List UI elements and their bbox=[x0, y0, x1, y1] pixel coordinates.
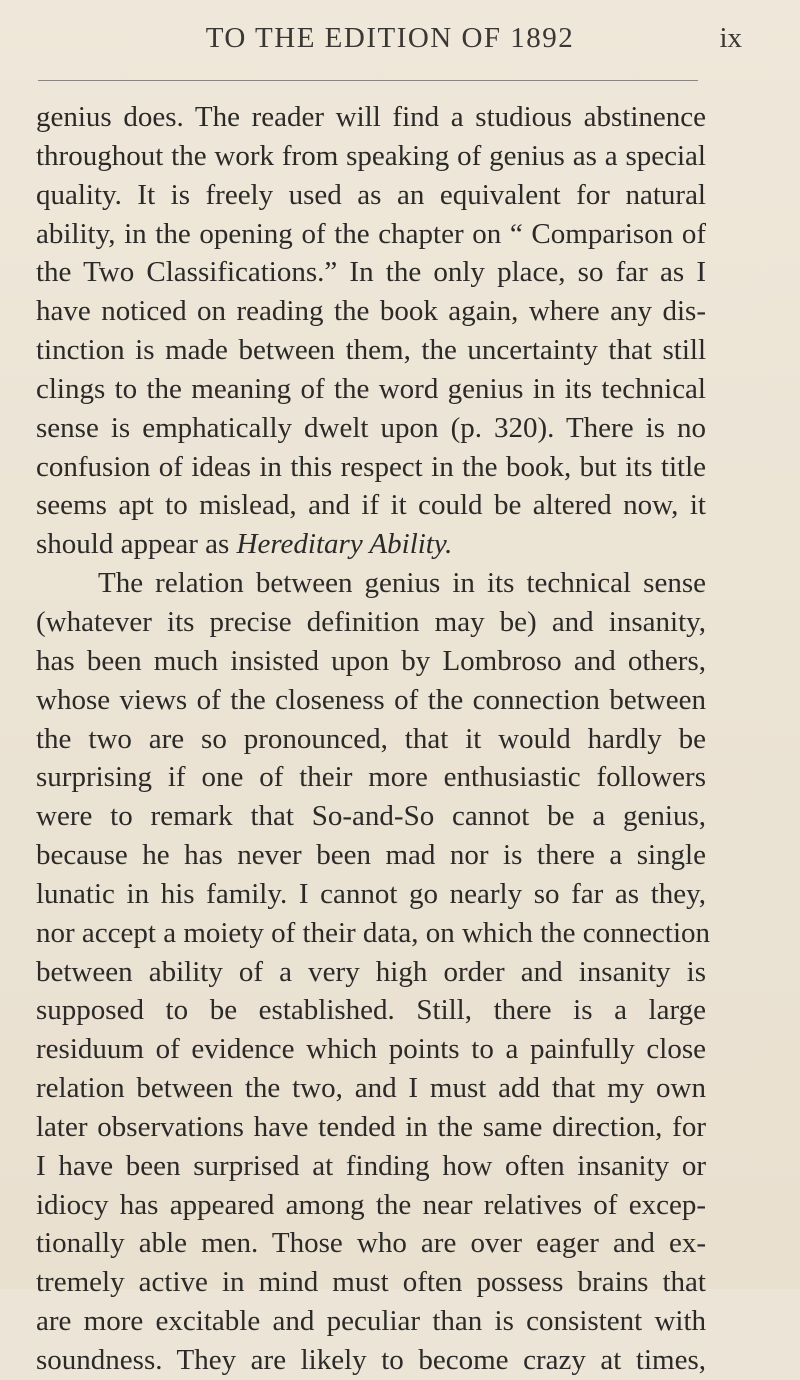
text-line: whose views of the closeness of the connection between bbox=[36, 683, 706, 716]
text-line: relation between the two, and I must add that my own bbox=[36, 1072, 706, 1105]
text-line: were to remark that So-and-So cannot be a genius, bbox=[36, 800, 706, 833]
text-line: idiocy has appeared among the near relatives of excep- bbox=[36, 1188, 706, 1221]
text-line: seems apt to mislead, and if it could be altered now, it bbox=[36, 489, 706, 522]
body-text bbox=[36, 98, 710, 1380]
text-line: has been much insisted upon by Lombroso and others, bbox=[36, 644, 706, 677]
text-line-paragraph-start: The relation between genius in its technical sense bbox=[98, 567, 706, 600]
text-line: quality. It is freely used as an equivalent for natural bbox=[36, 178, 706, 211]
header-rule bbox=[38, 80, 698, 81]
text-line: have noticed on reading the book again, where any dis- bbox=[36, 295, 706, 328]
text-line: residuum of evidence which points to a painfully close bbox=[36, 1033, 706, 1066]
text-line: later observations have tended in the same direction, for bbox=[36, 1110, 706, 1143]
text-line: are more excitable and peculiar than is consistent with bbox=[36, 1305, 706, 1338]
text-line: lunatic in his family. I cannot go nearly so far as they, bbox=[36, 877, 706, 910]
text-line: ability, in the opening of the chapter on “ Comparison of bbox=[36, 217, 706, 250]
running-title: TO THE EDITION OF 1892 bbox=[205, 22, 575, 54]
text-line: clings to the meaning of the word genius in its technical bbox=[36, 372, 706, 405]
text-line: supposed to be established. Still, there is a large bbox=[36, 994, 706, 1027]
text-line-paragraph-end bbox=[36, 525, 706, 564]
book-title-italic: Hereditary Ability. bbox=[236, 528, 453, 561]
text-line: tremely active in mind must often possess brains that bbox=[36, 1266, 706, 1299]
text-line-lead: should appear as bbox=[36, 528, 237, 561]
text-line: throughout the work from speaking of genius as a special bbox=[36, 139, 706, 172]
text-line: (whatever its precise definition may be) and insanity, bbox=[36, 605, 706, 638]
text-line: tionally able men. Those who are over eager and ex- bbox=[36, 1227, 706, 1260]
text-line: sense is emphatically dwelt upon (p. 320). There is no bbox=[36, 411, 706, 444]
text-line: nor accept a moiety of their data, on which the connection bbox=[36, 916, 710, 949]
text-line: surprising if one of their more enthusiastic followers bbox=[36, 761, 706, 794]
page-number: ix bbox=[719, 22, 742, 54]
running-head bbox=[38, 22, 742, 62]
text-line: soundness. They are likely to become crazy at times, bbox=[36, 1344, 706, 1376]
text-line: confusion of ideas in this respect in the book, but its title bbox=[36, 450, 706, 483]
text-line: because he has never been mad nor is there a single bbox=[36, 839, 706, 872]
text-line: between ability of a very high order and insanity is bbox=[36, 955, 706, 988]
text-line: the Two Classifications.” In the only place, so far as I bbox=[36, 256, 706, 289]
text-line: genius does. The reader will find a studious abstinence bbox=[36, 101, 706, 133]
text-line: tinction is made between them, the uncertainty that still bbox=[36, 334, 706, 367]
text-line: the two are so pronounced, that it would hardly be bbox=[36, 722, 706, 755]
text-line: I have been surprised at finding how often insanity or bbox=[36, 1149, 706, 1182]
